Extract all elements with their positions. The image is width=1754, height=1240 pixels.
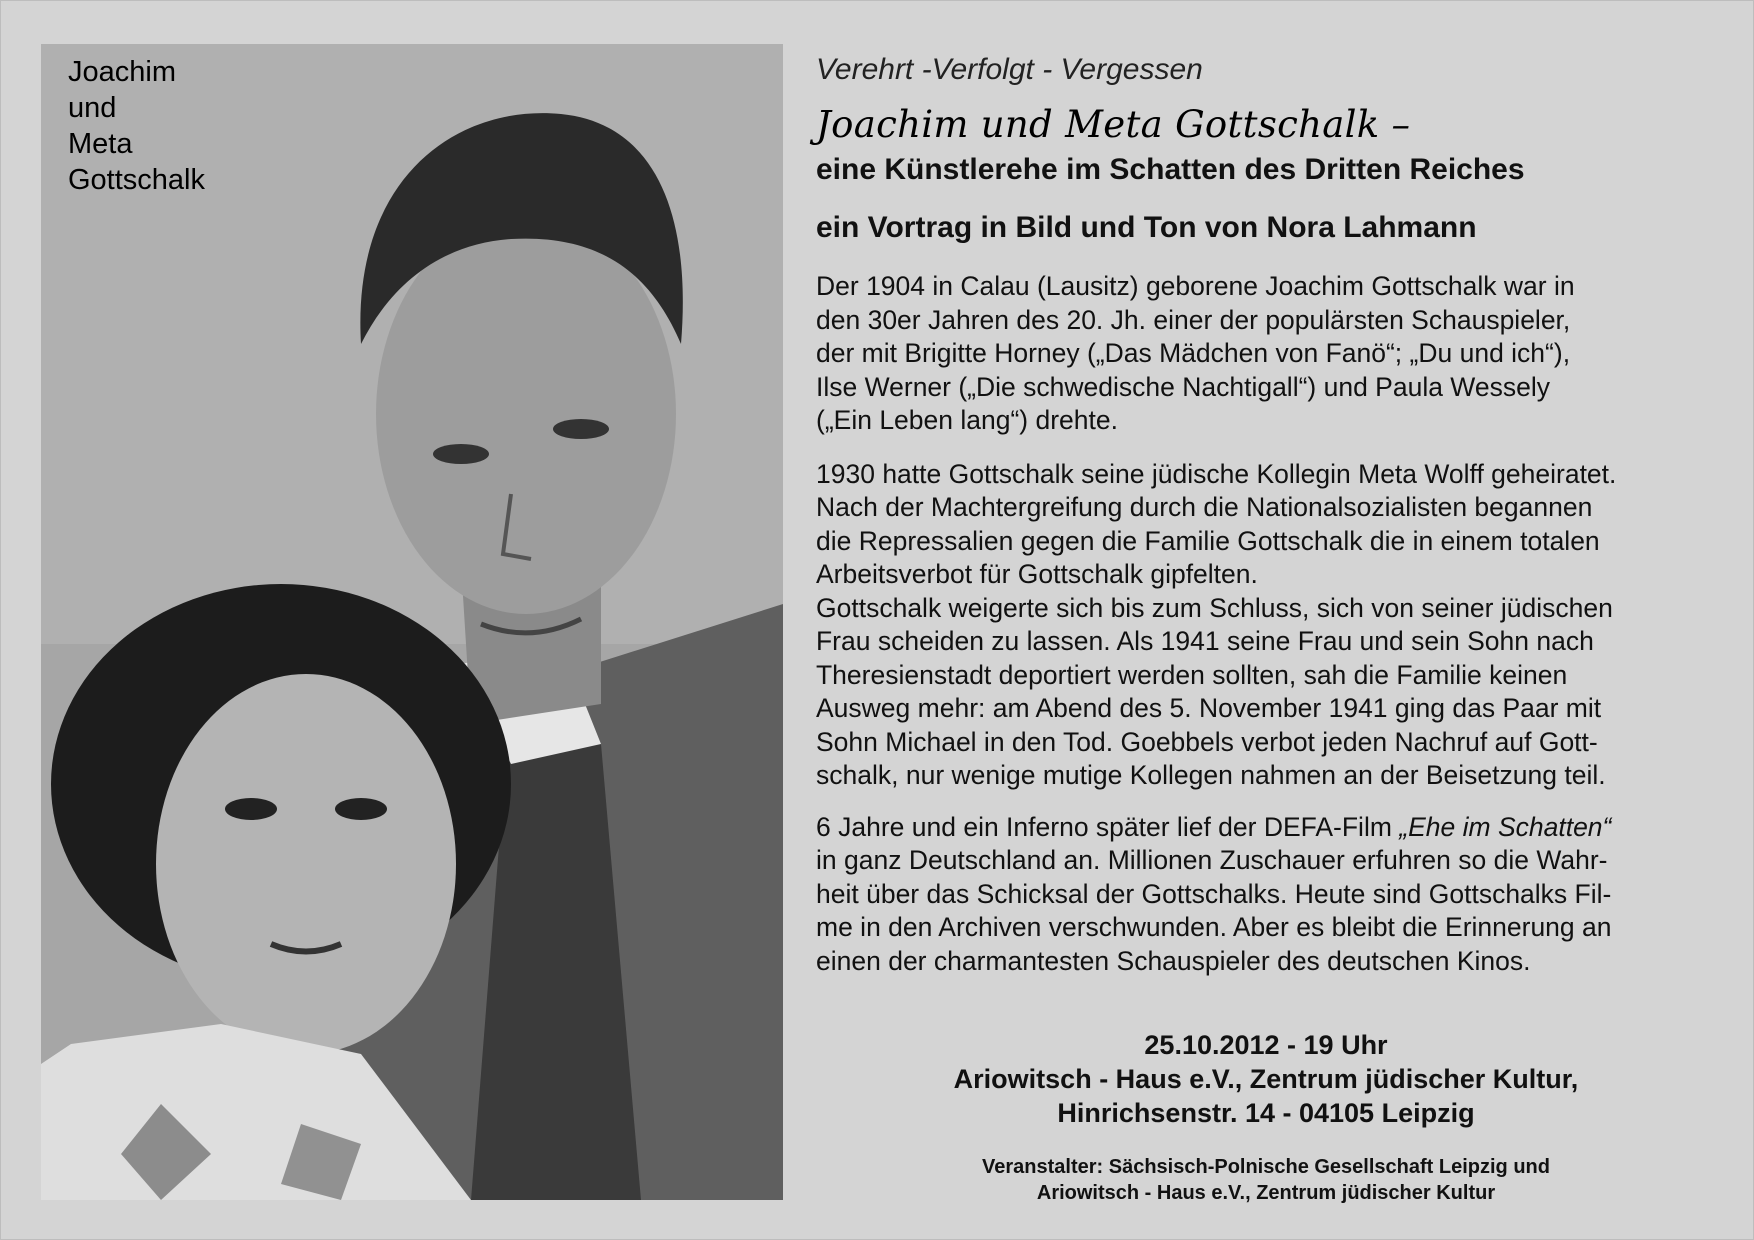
paragraph-2: 1930 hatte Gottschalk seine jüdische Kollegin Meta Wolff geheiratet. Nach der Machtergreifung durch die Nationalsozialisten begannen die Repressalien gegen die Familie Gottschalk die in einem totalen Arbeitsverbot für Gottschalk gipfelten. Gottschalk weigerte sich bis zum Schluss, sich von seiner jüdischen Frau scheiden zu lassen. Als 1941 seine Frau und sein Sohn nach Theresienstadt deportiert werden sollten, sah die Familie keinen Ausweg mehr: am Abend des 5. November 1941 ging das Paar mit Sohn Michael in den Tod. Goebbels verbot jeden Nachruf auf Gott- schalk, nur wenige mutige Kollegen nahmen an der Beisetzung teil.: [816, 458, 1617, 790]
page-subtitle: eine Künstlerehe im Schatten des Dritten Reiches: [816, 153, 1525, 186]
paragraph-3-rest: in ganz Deutschland an. Millionen Zuschauer erfuhren so die Wahr- heit über das Schicksal der Gottschalks. Heute sind Gottschalks Fil- me in den Archiven verschwunden. Aber es bleibt die Erinnerung an einen der charmantesten Schauspieler des deutschen Kinos.: [816, 845, 1612, 976]
event-address: Hinrichsenstr. 14 - 04105 Leipzig: [1057, 1098, 1475, 1128]
organizer-line-2: Ariowitsch - Haus e.V., Zentrum jüdischer Kultur: [1036, 1182, 1496, 1204]
couple-portrait-photo: [41, 44, 783, 1200]
event-date-time: 25.10.2012 - 19 Uhr: [1144, 1030, 1388, 1060]
tagline: Verehrt -Verfolgt - Vergessen: [816, 53, 1203, 86]
organizer-line-1: Veranstalter: Sächsisch-Polnische Gesellschaft Leipzig und: [982, 1156, 1550, 1178]
woman-face: [156, 674, 456, 1054]
man-face: [376, 214, 676, 614]
event-info: [816, 1028, 1716, 1130]
organizer-info: [816, 1154, 1716, 1206]
paragraph-3: [816, 811, 1716, 979]
paragraph-3-start: 6 Jahre und ein Inferno später lief der DEFA-Film: [816, 811, 1400, 842]
text-column: [816, 50, 1716, 978]
paragraph-1: Der 1904 in Calau (Lausitz) geborene Joachim Gottschalk war in den 30er Jahren des 20. Jh. einer der populärsten Schauspieler, der mit Brigitte Horney („Das Mädchen von Fanö“; „Du und ich“), Ilse Werner („Die schwedische Nachtigall“) und Paula Wessely („Ein Leben lang“) drehte.: [816, 271, 1575, 435]
lecture-line: ein Vortrag in Bild und Ton von Nora Lahmann: [816, 211, 1477, 244]
film-title: „Ehe im Schatten“: [1399, 811, 1612, 842]
portrait-illustration: [41, 44, 783, 1200]
event-venue: Ariowitsch - Haus e.V., Zentrum jüdischer Kultur,: [953, 1064, 1579, 1094]
page-title: Joachim und Meta Gottschalk –: [816, 103, 1411, 146]
photo-caption: Joachim und Meta Gottschalk: [68, 56, 205, 196]
